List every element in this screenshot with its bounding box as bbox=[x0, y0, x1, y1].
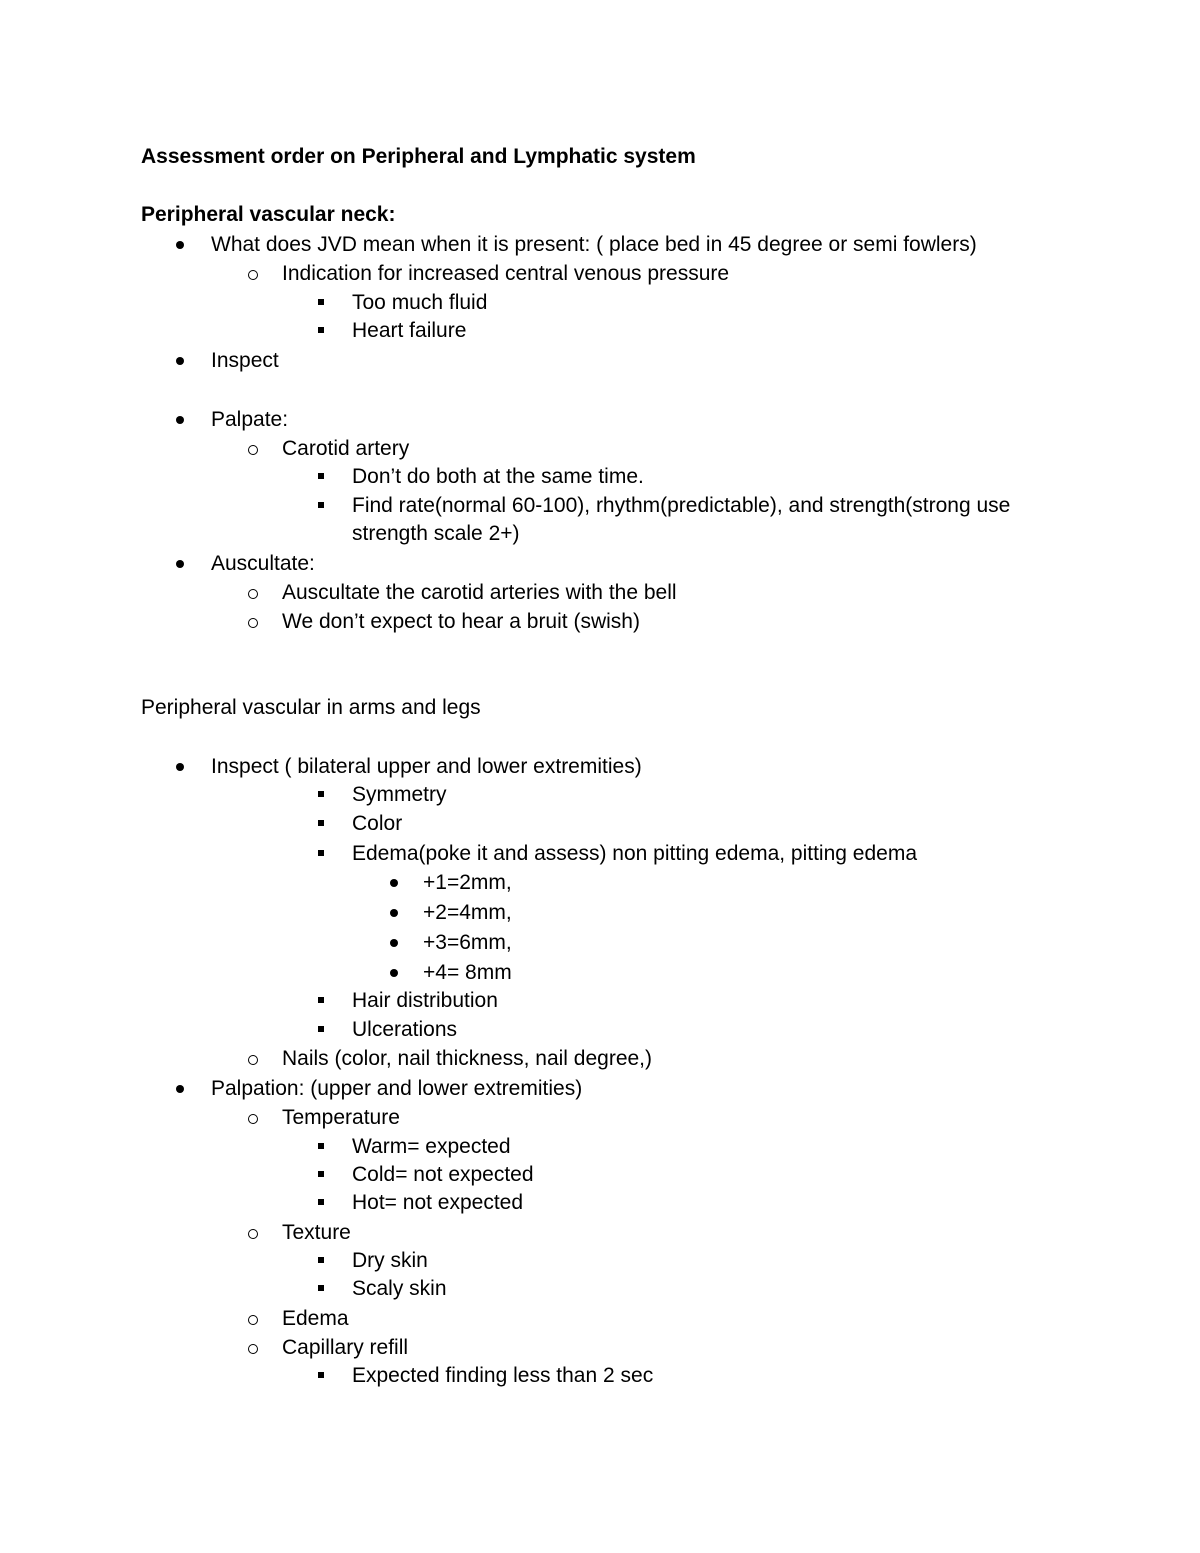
section-heading-neck: Peripheral vascular neck: bbox=[141, 203, 396, 226]
list-item: Carotid artery bbox=[282, 437, 410, 460]
list-item: Palpate: bbox=[211, 408, 289, 431]
list-item: Temperature bbox=[282, 1106, 400, 1129]
list-item: Color bbox=[352, 812, 403, 835]
list-item: Too much fluid bbox=[352, 291, 488, 314]
section-heading-arms-legs: Peripheral vascular in arms and legs bbox=[141, 696, 481, 719]
list-item-continuation: strength scale 2+) bbox=[352, 522, 520, 545]
page-title: Assessment order on Peripheral and Lymphatic system bbox=[141, 145, 696, 168]
list-item: Auscultate: bbox=[211, 552, 315, 575]
list-item: Texture bbox=[282, 1221, 351, 1244]
list-item: Palpation: (upper and lower extremities) bbox=[211, 1077, 583, 1100]
list-item: Expected finding less than 2 sec bbox=[352, 1364, 654, 1387]
list-item: +4= 8mm bbox=[423, 961, 512, 984]
list-item: Find rate(normal 60-100), rhythm(predictable), and strength(strong use bbox=[352, 494, 1011, 517]
list-item: Capillary refill bbox=[282, 1336, 409, 1359]
list-item: Hot= not expected bbox=[352, 1191, 524, 1214]
list-item: Auscultate the carotid arteries with the bell bbox=[282, 581, 677, 604]
list-item: Cold= not expected bbox=[352, 1163, 534, 1186]
list-item: Edema(poke it and assess) non pitting edema, pitting edema bbox=[352, 842, 918, 865]
list-item: We don’t expect to hear a bruit (swish) bbox=[282, 610, 640, 633]
list-item: Nails (color, nail thickness, nail degree,) bbox=[282, 1047, 653, 1070]
list-item: Heart failure bbox=[352, 319, 467, 342]
list-item: Edema bbox=[282, 1307, 349, 1330]
list-item: Ulcerations bbox=[352, 1018, 458, 1041]
list-item: What does JVD mean when it is present: ( place bed in 45 degree or semi fowlers) bbox=[211, 233, 977, 256]
list-item: Scaly skin bbox=[352, 1277, 447, 1300]
list-item: Dry skin bbox=[352, 1249, 428, 1272]
list-item: Hair distribution bbox=[352, 989, 498, 1012]
list-item: Indication for increased central venous pressure bbox=[282, 262, 730, 285]
list-item: Inspect bbox=[211, 349, 279, 372]
list-item: Warm= expected bbox=[352, 1135, 511, 1158]
list-item: +2=4mm, bbox=[423, 901, 512, 924]
list-item: +1=2mm, bbox=[423, 871, 512, 894]
list-item: +3=6mm, bbox=[423, 931, 512, 954]
list-item: Inspect ( bilateral upper and lower extremities) bbox=[211, 755, 642, 778]
list-item: Don’t do both at the same time. bbox=[352, 465, 644, 488]
list-item: Symmetry bbox=[352, 783, 447, 806]
